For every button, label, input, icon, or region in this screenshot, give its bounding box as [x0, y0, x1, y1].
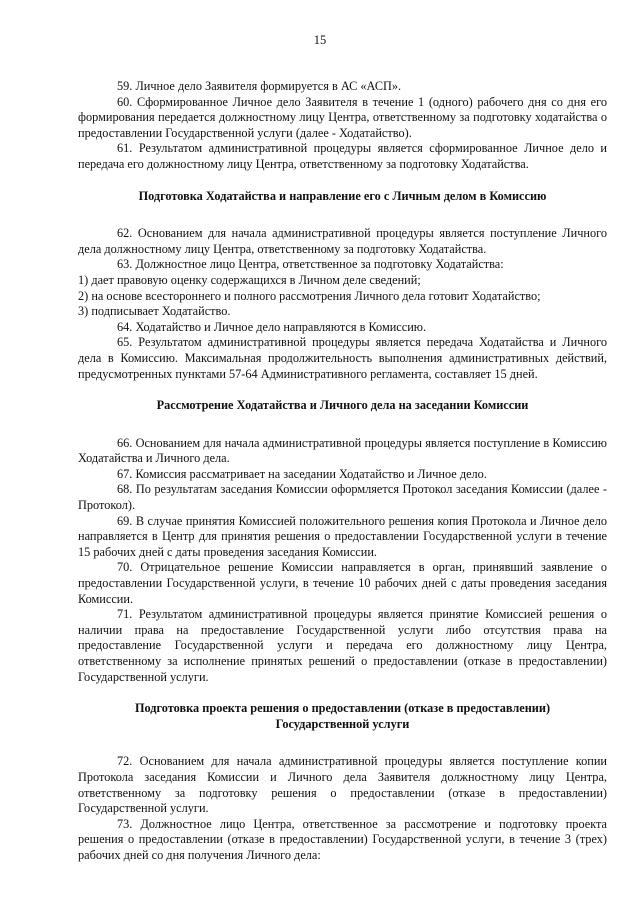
list-item: 1) дает правовую оценку содержащихся в Личном деле сведений; — [78, 272, 421, 287]
paragraph-60: 60. Сформированное Личное дело Заявителя в течение 1 (одного) рабочего дня со дня его формирования передается должностному лицу Центра, ответственному за подготовку ходатайства о предоставлении Государственной услуги (далее - Ходатайство). — [78, 94, 607, 140]
section-heading-petition: Подготовка Ходатайства и направление его с Личным делом в Комиссию — [138, 188, 547, 203]
paragraph-67: 67. Комиссия рассматривает на заседании Ходатайство и Личное дело. — [117, 466, 487, 481]
paragraph-64: 64. Ходатайство и Личное дело направляются в Комиссию. — [117, 319, 427, 334]
section-heading-commission: Рассмотрение Ходатайства и Личного дела на заседании Комиссии — [156, 398, 529, 413]
paragraph-70: 70. Отрицательное решение Комиссии направляется в орган, принявший заявление о предоставлении Государственной услуги, в течение 10 рабочих дней с даты проведения заседания Комиссии. — [78, 560, 607, 606]
section-heading-decision-line-2: Государственной услуги — [275, 716, 410, 731]
list-item: 2) на основе всестороннего и полного рассмотрения Личного дела готовит Ходатайство; — [78, 288, 541, 303]
paragraph-69: 69. В случае принятия Комиссией положительного решения копия Протокола и Личное дело направляется в Центр для принятия решения о предоставлении Государственной услуги в течение 15 рабочих дней с даты проведения заседания Комиссии. — [78, 513, 607, 559]
paragraph-72: 72. Основанием для начала административной процедуры является поступление копии Протокола заседания Комиссии и Личного дела Заявителя должностному лицу Центра, ответственному за подготовку решения о предоставлении (отказе в предоставлении) Государственной услуги. — [78, 754, 607, 816]
section-heading-decision-line-1: Подготовка проекта решения о предоставлении (отказе в предоставлении) — [134, 701, 551, 716]
paragraph-62: 62. Основанием для начала административной процедуры является поступление Личного дела должностному лицу Центра, ответственному за подготовку Ходатайства. — [78, 226, 607, 256]
paragraph-71: 71. Результатом административной процедуры является принятие Комиссией решения о наличии права на предоставление Государственной услуги либо отсутствия права на предоставление Государственной услуги и передача его должностному лицу Центра, ответственному за исполнение принятых решений о предоставлении (отказе в предоставлении) Государственной услуги. — [78, 607, 607, 684]
paragraph-65: 65. Результатом административной процедуры является передача Ходатайства и Личного дела в Комиссию. Максимальная продолжительность выполнения административных действий, предусмотренных пунктами 57-64 Административного регламента, составляет 15 дней. — [78, 335, 607, 381]
paragraph-61: 61. Результатом административной процедуры является сформированное Личное дело и передача его должностному лицу Центра, ответственному за подготовку Ходатайства. — [78, 141, 607, 171]
paragraph-59: 59. Личное дело Заявителя формируется в АС «АСП». — [117, 79, 402, 93]
paragraph-73: 73. Должностное лицо Центра, ответственное за рассмотрение и подготовку проекта решения о предоставлении (отказе в предоставлении) Государственной услуги, в течение 3 (трех) рабочих дней со дня получения Личного дела: — [78, 816, 607, 862]
paragraph-66: 66. Основанием для начала административной процедуры является поступление в Комиссию Ходатайства и Личного дела. — [78, 435, 607, 466]
page-number: 15 — [313, 33, 327, 47]
document-body — [78, 79, 607, 864]
list-item: 3) подписывает Ходатайство. — [78, 304, 231, 319]
paragraph-63: 63. Должностное лицо Центра, ответственное за подготовку Ходатайства: — [117, 257, 504, 272]
paragraph-68: 68. По результатам заседания Комиссии оформляется Протокол заседания Комиссии (далее - Протокол). — [78, 482, 607, 513]
